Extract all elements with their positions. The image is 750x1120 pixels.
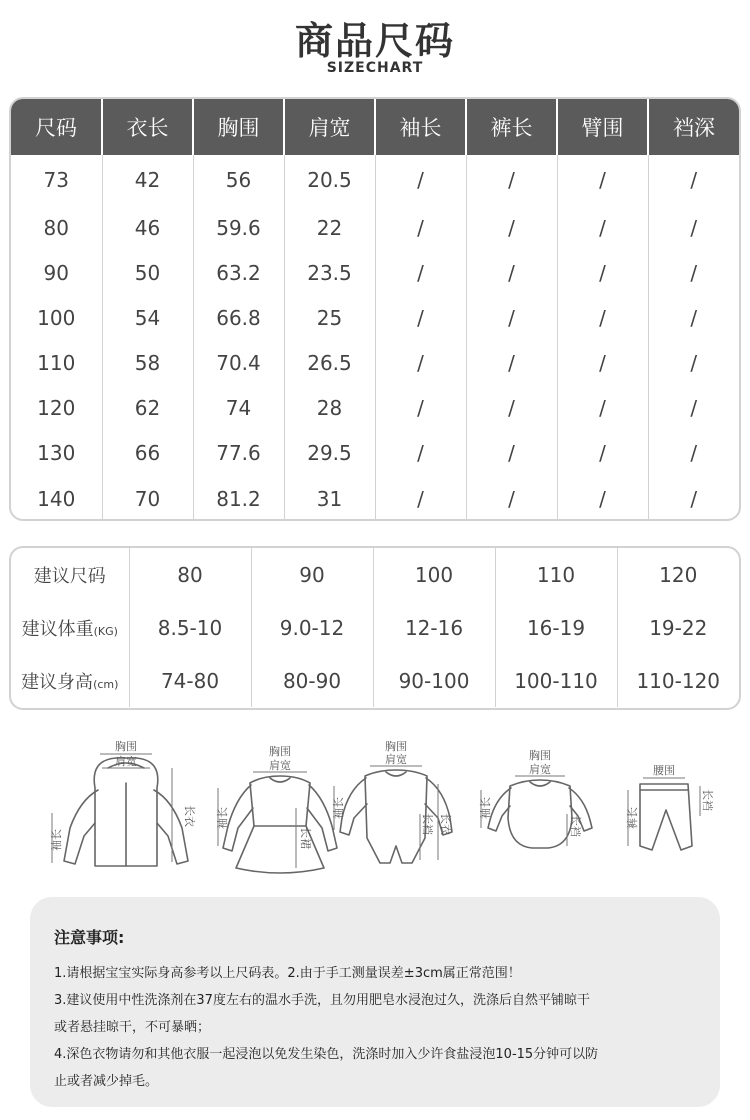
size-table-cell: 110: [37, 350, 76, 375]
jacket-sleeve-label: 袖长: [50, 829, 63, 851]
bodysuit-crotch-label: 长裆: [569, 815, 582, 837]
size-table-cell: 74: [193, 385, 284, 430]
column-header: 胸围: [193, 99, 284, 155]
size-table-cell: /: [466, 205, 557, 250]
jacket-chest-label: 胸围: [115, 740, 137, 753]
size-table-row: [11, 340, 739, 385]
size-table-row: [11, 295, 739, 340]
size-table-header-row: [11, 99, 739, 155]
size-table-cell: 54: [102, 295, 193, 340]
bodysuit-icon: [488, 780, 592, 848]
size-table-cell: /: [375, 385, 466, 430]
recommend-cell: 90: [251, 548, 373, 601]
size-table-cell: /: [648, 340, 739, 385]
recommend-cell: 80-90: [251, 654, 373, 707]
size-table-cell: 81.2: [193, 475, 284, 521]
size-table-cell: /: [375, 250, 466, 295]
size-table-cell: 29.5: [284, 430, 375, 475]
column-header: 臂围: [557, 99, 648, 155]
size-table-cell: /: [557, 205, 648, 250]
recommendation-table: [9, 546, 741, 710]
note-line: 1.请根据宝宝实际身高参考以上尺码表。2.由于手工测量误差±3cm属正常范围！: [54, 966, 521, 981]
size-table-cell: 90: [43, 260, 69, 285]
recommend-row: [11, 548, 739, 601]
size-table-cell: 56: [193, 155, 284, 205]
size-table-cell: /: [648, 475, 739, 521]
size-table-cell: /: [557, 340, 648, 385]
size-table-cell: /: [648, 430, 739, 475]
garment-illustrations: [40, 728, 720, 878]
size-table-row: [11, 385, 739, 430]
recommend-cell: 100: [373, 548, 495, 601]
size-table-cell: 73: [43, 168, 69, 192]
column-header: 衣长: [102, 99, 193, 155]
recommend-label-unit: (cm): [93, 677, 119, 691]
pants-length-label: 裤长: [626, 807, 639, 829]
size-table-cell: /: [557, 155, 648, 205]
care-notes: [30, 897, 720, 1107]
recommend-cell: 110-120: [617, 654, 739, 707]
size-table-cell: 120: [37, 395, 76, 420]
size-table-row: [11, 250, 739, 295]
recommend-row: [11, 601, 739, 654]
recommend-row-label: [11, 654, 129, 707]
dress-shoulder-label: 肩宽: [269, 759, 291, 772]
page-subtitle: SIZECHART: [326, 60, 424, 76]
size-table-cell: 63.2: [193, 250, 284, 295]
size-table-cell: /: [466, 385, 557, 430]
dress-icon: [223, 776, 337, 873]
size-table-cell: /: [648, 295, 739, 340]
size-table-cell: 70.4: [193, 340, 284, 385]
pants-icon: [640, 784, 692, 850]
size-table-cell: 66.8: [193, 295, 284, 340]
column-header: 裆深: [648, 99, 739, 155]
romper-shoulder-label: 肩宽: [385, 753, 407, 766]
recommend-cell: 8.5-10: [129, 601, 251, 654]
recommend-cell: 120: [617, 548, 739, 601]
recommend-cell: 16-19: [495, 601, 617, 654]
recommend-row-label: [11, 601, 129, 654]
recommend-cell: 9.0-12: [251, 601, 373, 654]
size-table-cell: /: [557, 295, 648, 340]
size-table-row: [11, 155, 739, 205]
bodysuit-shoulder-label: 肩宽: [529, 763, 551, 776]
size-table-cell: 23.5: [284, 250, 375, 295]
note-line: 或者悬挂晾干，不可暴晒；: [54, 1020, 211, 1035]
size-table-cell: 31: [284, 475, 375, 521]
size-table-cell: 100: [37, 305, 76, 330]
note-line: 3.建议使用中性洗涤剂在37度左右的温水手洗，且勿用肥皂水浸泡过久，洗涤后自然平铺晾干: [54, 993, 590, 1008]
bodysuit-sleeve-label: 袖长: [479, 797, 492, 819]
size-table-cell: 58: [102, 340, 193, 385]
size-table-cell: /: [466, 250, 557, 295]
size-table-cell: /: [375, 295, 466, 340]
jacket-icon: [64, 758, 188, 866]
size-table-cell: /: [375, 340, 466, 385]
size-table-row: [11, 205, 739, 250]
size-table-cell: /: [466, 340, 557, 385]
recommend-cell: 110: [495, 548, 617, 601]
recommend-row: [11, 654, 739, 707]
size-table-cell: 62: [102, 385, 193, 430]
size-table-cell: 59.6: [193, 205, 284, 250]
size-table-cell: /: [648, 250, 739, 295]
column-header: 袖长: [375, 99, 466, 155]
romper-crotch-label: 长裆: [421, 813, 434, 835]
size-table-cell: /: [466, 295, 557, 340]
size-table-cell: 140: [37, 486, 76, 511]
size-table-cell: 50: [102, 250, 193, 295]
size-table-cell: /: [557, 475, 648, 521]
size-table-cell: /: [466, 430, 557, 475]
dress-sleeve-label: 袖长: [216, 807, 229, 829]
column-header: 肩宽: [284, 99, 375, 155]
pants-crotch-label: 长裆: [701, 789, 714, 811]
size-table-cell: 25: [284, 295, 375, 340]
size-table-cell: 42: [102, 155, 193, 205]
size-table-cell: /: [648, 385, 739, 430]
size-table-cell: 130: [37, 440, 76, 465]
note-line: 止或者减少掉毛。: [54, 1074, 159, 1089]
note-line: 4.深色衣物请勿和其他衣服一起浸泡以免发生染色，洗涤时加入少许食盐浸泡10-15分钟可以防: [54, 1047, 599, 1062]
romper-icon: [340, 770, 452, 863]
column-header: 尺码: [11, 99, 102, 155]
recommend-row-label: [11, 548, 129, 601]
size-table-cell: 46: [102, 205, 193, 250]
size-table-cell: 70: [102, 475, 193, 521]
jacket-shoulder-label: 肩宽: [115, 755, 137, 768]
recommend-label-text: 建议体重: [21, 618, 94, 640]
size-table-cell: /: [648, 155, 739, 205]
size-chart-table: [9, 97, 741, 521]
size-table-cell: 26.5: [284, 340, 375, 385]
notes-title: 注意事项:: [54, 928, 125, 947]
size-table-cell: /: [557, 250, 648, 295]
bodysuit-chest-label: 胸围: [529, 749, 551, 762]
size-table-cell: /: [375, 155, 466, 205]
size-table-row: [11, 475, 739, 521]
size-table-cell: /: [375, 475, 466, 521]
size-table-cell: /: [557, 430, 648, 475]
column-header: 裤长: [466, 99, 557, 155]
romper-sleeve-label: 袖长: [332, 797, 345, 819]
pants-waist-label: 腰围: [653, 764, 675, 777]
size-table-cell: 66: [102, 430, 193, 475]
size-table-cell: 20.5: [284, 155, 375, 205]
size-table-row: [11, 430, 739, 475]
dress-chest-label: 胸围: [269, 745, 291, 758]
recommend-label-text: 建议身高: [21, 671, 94, 693]
size-table-cell: /: [375, 205, 466, 250]
garment-diagrams: [40, 728, 720, 878]
size-table-cell: 28: [284, 385, 375, 430]
recommend-cell: 74-80: [129, 654, 251, 707]
recommend-cell: 90-100: [373, 654, 495, 707]
size-table-cell: /: [375, 430, 466, 475]
size-table-cell: /: [648, 205, 739, 250]
size-table-cell: 22: [284, 205, 375, 250]
recommend-cell: 100-110: [495, 654, 617, 707]
recommend-cell: 19-22: [617, 601, 739, 654]
size-table-cell: /: [466, 475, 557, 521]
jacket-length-label: 长衣: [183, 805, 196, 827]
romper-chest-label: 胸围: [385, 740, 407, 753]
size-table-cell: 77.6: [193, 430, 284, 475]
recommend-label-text: 建议尺码: [33, 565, 106, 587]
size-table-cell: /: [466, 155, 557, 205]
recommend-cell: 12-16: [373, 601, 495, 654]
page-title: 商品尺码: [294, 19, 455, 63]
romper-length-label: 长衣: [439, 813, 452, 835]
recommend-label-unit: (KG): [93, 624, 118, 638]
size-table-cell: 80: [43, 215, 69, 240]
size-table-cell: /: [557, 385, 648, 430]
dress-length-label: 长裙: [299, 827, 312, 849]
recommend-cell: 80: [129, 548, 251, 601]
